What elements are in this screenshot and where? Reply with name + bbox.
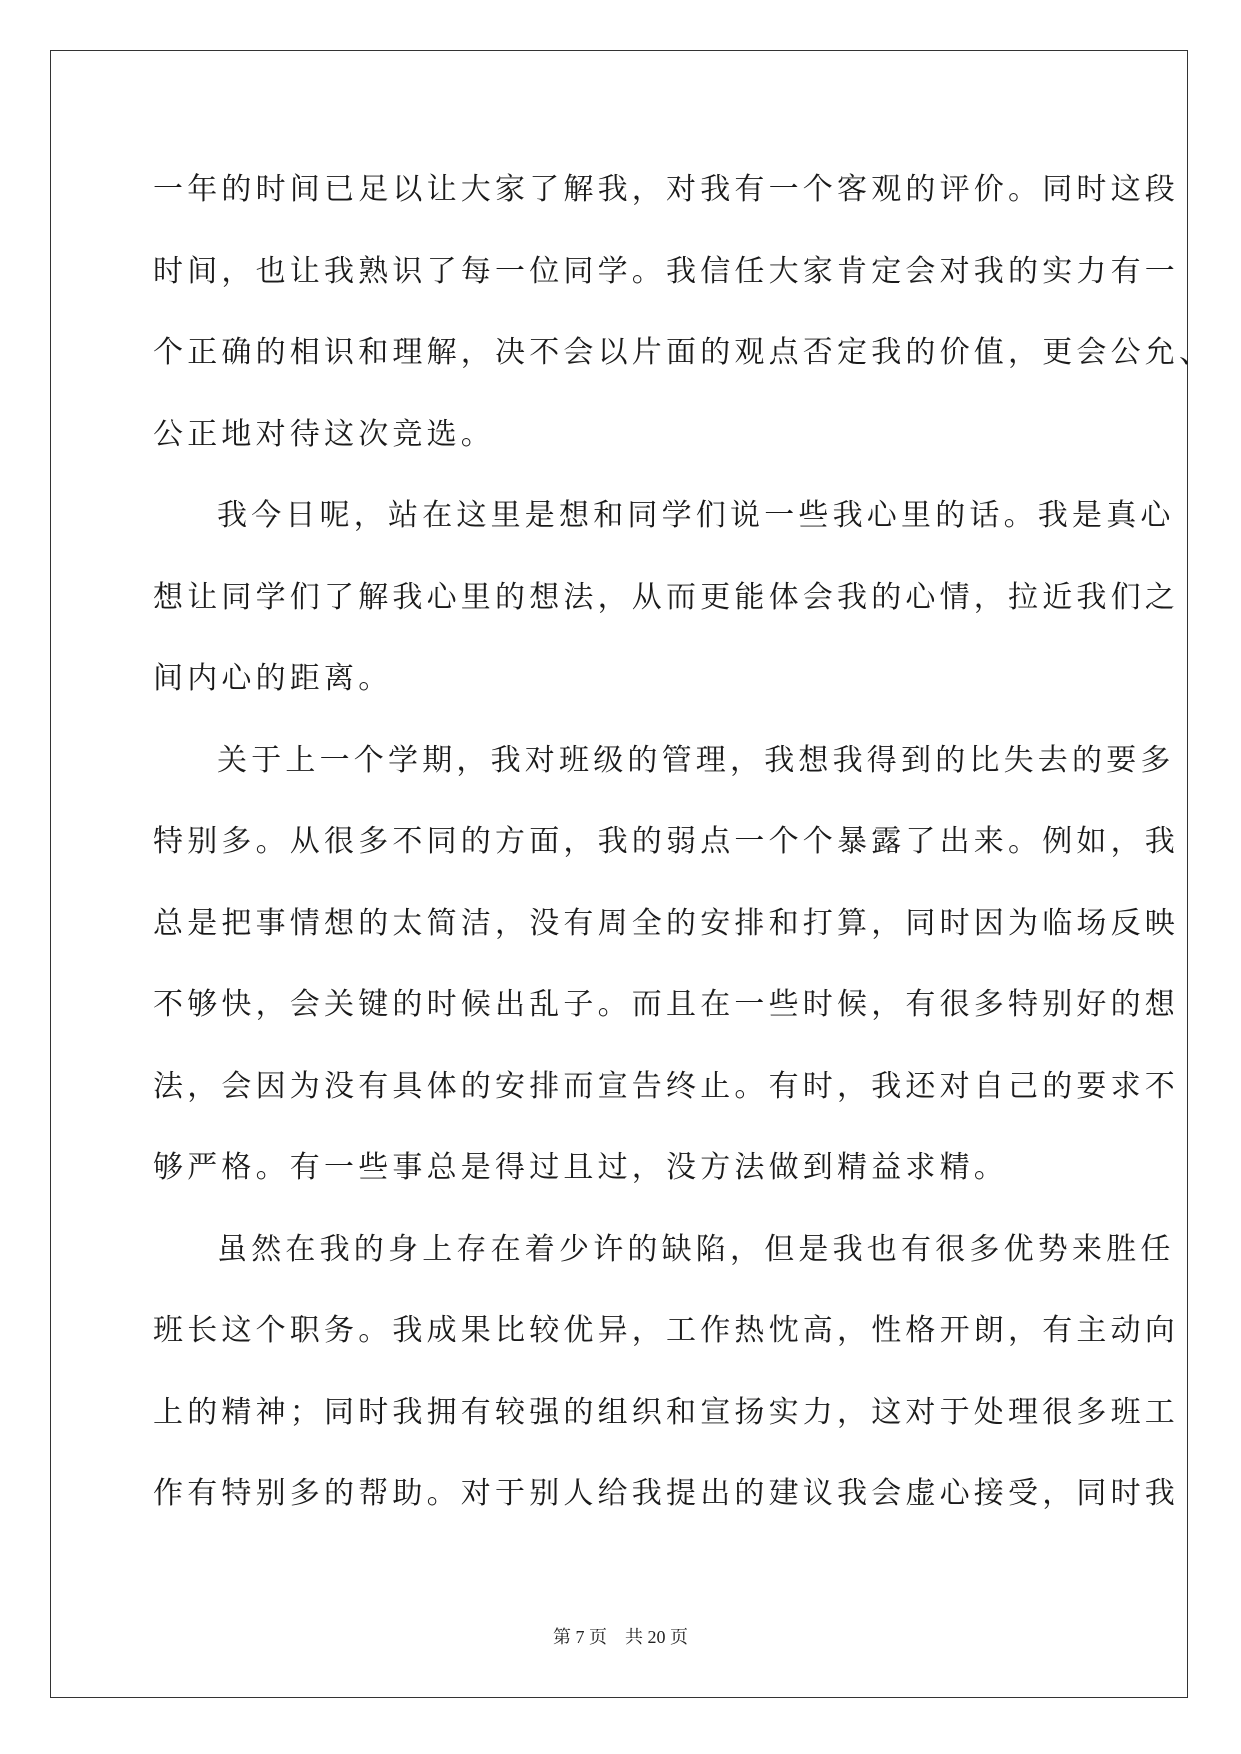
text-line: 想让同学们了解我心里的想法，从而更能体会我的心情，拉近我们之 xyxy=(153,579,1179,615)
text-line: 虽然在我的身上存在着少许的缺陷，但是我也有很多优势来胜任 xyxy=(217,1231,1175,1267)
text-line: 个正确的相识和理解，决不会以片面的观点否定我的价值，更会公允、 xyxy=(153,335,1214,370)
text-line: 间内心的距离。 xyxy=(153,661,393,696)
text-line: 上的精神；同时我拥有较强的组织和宣扬实力，这对于处理很多班工 xyxy=(153,1394,1179,1430)
text-line: 公正地对待这次竞选。 xyxy=(153,416,495,452)
text-line: 法，会因为没有具体的安排而宣告终止。有时，我还对自己的要求不 xyxy=(153,1068,1179,1104)
text-line: 作有特别多的帮助。对于别人给我提出的建议我会虚心接受，同时我 xyxy=(153,1476,1179,1511)
text-line: 班长这个职务。我成果比较优异，工作热忱高，性格开朗，有主动向 xyxy=(153,1313,1179,1348)
text-line: 够严格。有一些事总是得过且过，没方法做到精益求精。 xyxy=(153,1150,1008,1185)
text-line: 关于上一个学期，我对班级的管理，我想我得到的比失去的要多 xyxy=(217,742,1175,778)
text-line: 一年的时间已足以让大家了解我，对我有一个客观的评价。同时这段 xyxy=(153,172,1179,207)
text-line: 我今日呢，站在这里是想和同学们说一些我心里的话。我是真心 xyxy=(217,498,1175,533)
page-number-footer: 第 7 页 共 20 页 xyxy=(553,1627,688,1647)
text-line: 总是把事情想的太简洁，没有周全的安排和打算，同时因为临场反映 xyxy=(153,905,1179,941)
text-line: 不够快，会关键的时候出乱子。而且在一些时候，有很多特别好的想 xyxy=(153,987,1179,1022)
text-line: 特别多。从很多不同的方面，我的弱点一个个暴露了出来。例如，我 xyxy=(153,824,1179,859)
text-line: 时间，也让我熟识了每一位同学。我信任大家肯定会对我的实力有一 xyxy=(153,253,1179,289)
document-body xyxy=(153,158,1214,1544)
